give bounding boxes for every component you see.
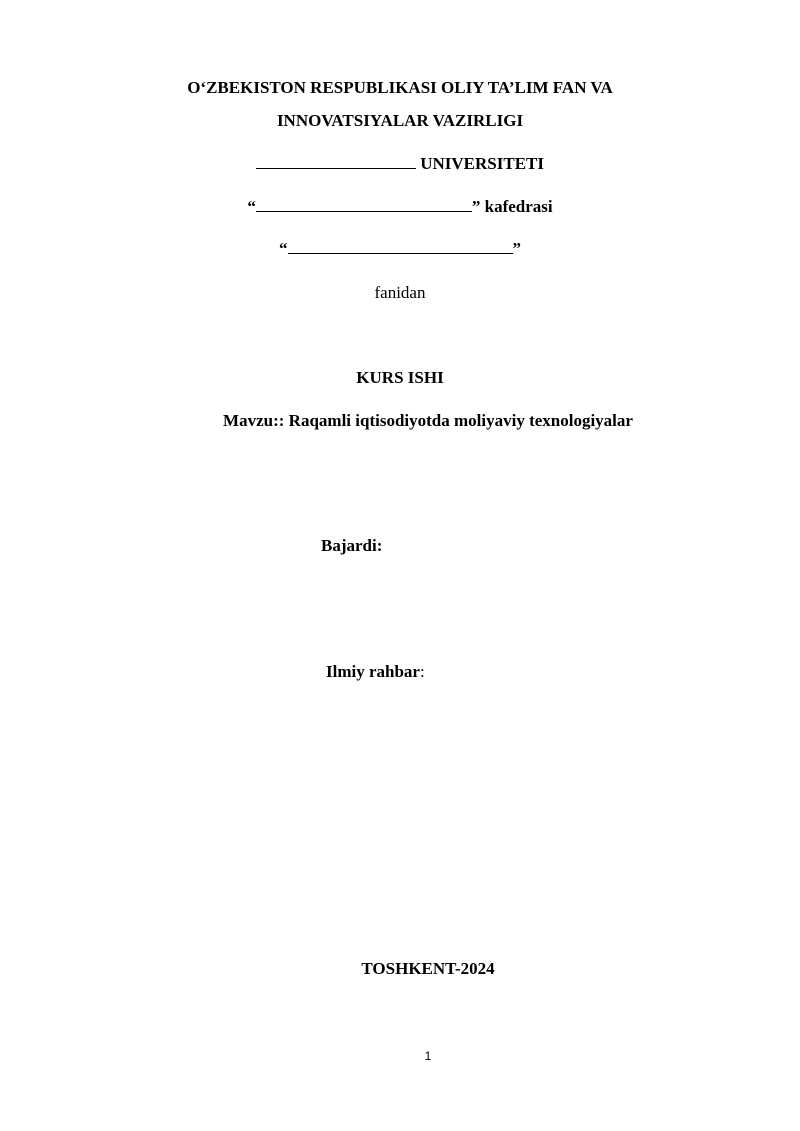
ministry-title-line2: INNOVATSIYALAR VAZIRLIGI <box>276 111 524 130</box>
topic-line <box>0 410 800 432</box>
topic-label: Mavzu:: <box>223 411 285 430</box>
department-open-quote: “ <box>247 197 256 216</box>
university-name-blank <box>256 153 416 169</box>
topic-value: Raqamli iqtisodiyotda moliyaviy texnologiyalar <box>288 411 633 430</box>
subject-close-quote: ” <box>512 239 521 258</box>
department-name-blank <box>256 196 472 212</box>
university-line <box>0 153 800 175</box>
supervisor-line <box>326 661 425 683</box>
university-label: UNIVERSITETI <box>420 154 544 173</box>
performer-label: Bajardi: <box>321 536 383 555</box>
supervisor-colon: : <box>419 662 425 681</box>
subject-suffix: fanidan <box>374 283 426 302</box>
department-label: ” kafedrasi <box>471 197 553 216</box>
document-type-title: KURS ISHI <box>356 368 444 387</box>
department-line <box>0 196 800 218</box>
page-number: 1 <box>424 1049 432 1063</box>
supervisor-label: Ilmiy rahbar <box>326 662 420 681</box>
subject-name-blank <box>288 238 513 254</box>
subject-line <box>0 238 800 260</box>
city-year: TOSHKENT-2024 <box>361 959 495 978</box>
subject-open-quote: “ <box>279 239 288 258</box>
ministry-title-line1: O‘ZBEKISTON RESPUBLIKASI OLIY TA’LIM FAN VA <box>187 78 613 97</box>
